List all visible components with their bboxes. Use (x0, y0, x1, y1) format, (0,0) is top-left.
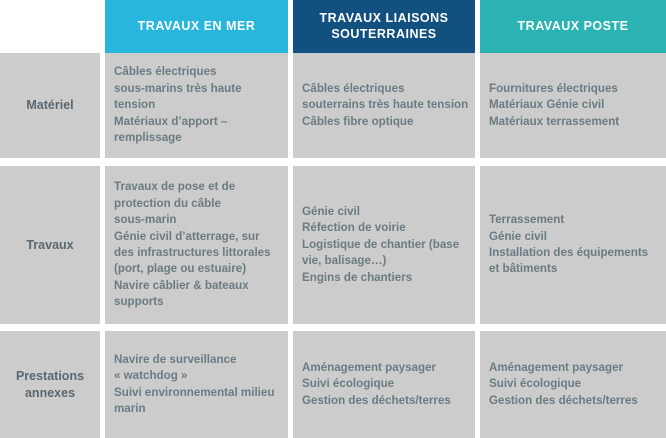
cell-prestations-annexes-travaux-poste (480, 331, 666, 438)
cell-line: Fournitures électriques (489, 81, 618, 95)
cell-line: des infrastructures littorales (114, 246, 271, 259)
cell-line: (port, plage ou estuaire) (114, 262, 247, 276)
cell-line: Génie civil d’atterrage, sur (114, 229, 260, 243)
column-header-label: TRAVAUX POSTE (517, 18, 629, 33)
cell-line: remplissage (114, 131, 182, 145)
cell-line: Suivi écologique (302, 377, 395, 391)
row-label-materiel (0, 53, 100, 158)
row-gutter (105, 158, 288, 166)
cell-line: Installation des équipements (489, 246, 649, 259)
row-label-line: Prestations (15, 368, 85, 383)
row-label-text: Matériel (26, 98, 74, 113)
cell-line: et bâtiments (489, 262, 558, 276)
cell-travaux-travaux-poste (480, 166, 666, 324)
row-gutter (480, 158, 666, 166)
row-label-travaux (0, 166, 100, 324)
row-gutter (0, 158, 100, 166)
cell-line: Matériaux d’apport – (114, 114, 228, 128)
cell-line: tension (114, 98, 156, 112)
cell-materiel-travaux-liaisons-souterraines (293, 53, 475, 158)
cell-line: Réfection de voirie (302, 221, 406, 235)
cell-line: Navire câblier & bateaux (114, 278, 249, 292)
cell-line: Câbles électriques (302, 81, 405, 95)
row-label-text (16, 368, 84, 402)
cell-line: Navire de surveillance (114, 352, 237, 366)
cell-line: Génie civil (302, 204, 360, 218)
cell-travaux-travaux-en-mer (105, 166, 288, 324)
cell-line: supports (114, 295, 164, 309)
cell-line: Gestion des déchets/terres (302, 393, 451, 407)
cell-line: protection du câble (114, 196, 221, 210)
column-header-label: TRAVAUX EN MER (137, 18, 256, 33)
cell-line: Aménagement paysager (489, 360, 624, 374)
row-gutter (293, 324, 475, 331)
column-header-travaux-liaisons-souterraines (293, 0, 475, 53)
row-gutter (0, 324, 100, 331)
cell-materiel-travaux-poste (480, 53, 666, 158)
cell-line: Suivi écologique (489, 377, 582, 391)
cell-line: Travaux de pose et de (114, 180, 236, 194)
column-header-label: TRAVAUX LIAISONS SOUTERRAINES (319, 10, 449, 41)
cell-line: marin (114, 401, 146, 415)
cell-line: Câbles fibre optique (302, 114, 414, 128)
cell-prestations-annexes-travaux-en-mer (105, 331, 288, 438)
column-header-travaux-en-mer (105, 0, 288, 53)
cell-line: Aménagement paysager (302, 360, 437, 374)
cell-line: Câbles électriques (114, 65, 217, 79)
cell-line: vie, balisage…) (302, 254, 387, 268)
row-label-prestations-annexes (0, 331, 100, 438)
row-gutter (293, 158, 475, 166)
cell-materiel-travaux-en-mer (105, 53, 288, 158)
column-header-travaux-poste (480, 0, 666, 53)
cell-line: Engins de chantiers (302, 270, 413, 284)
row-label-line: annexes (24, 385, 76, 400)
cell-travaux-travaux-liaisons-souterraines (293, 166, 475, 324)
row-gutter (480, 324, 666, 331)
cell-prestations-annexes-travaux-liaisons-souterraines (293, 331, 475, 438)
cell-line: Génie civil (489, 229, 547, 243)
cell-line: Terrassement (489, 213, 565, 227)
cell-line: Matériaux terrassement (489, 114, 620, 128)
cell-line: Suivi environnemental milieu (114, 385, 275, 399)
cell-line: Logistique de chantier (base (302, 237, 460, 251)
cell-line: Matériaux Génie civil (489, 98, 605, 112)
table-corner-blank (0, 0, 100, 53)
cell-line: « watchdog » (114, 369, 188, 383)
row-label-text: Travaux (26, 237, 74, 252)
cell-line: souterrains très haute tension (302, 98, 469, 112)
cell-line: Gestion des déchets/terres (489, 393, 638, 407)
cell-line: sous-marins très haute (114, 81, 242, 95)
row-gutter (105, 324, 288, 331)
cell-line: sous-marin (114, 213, 177, 227)
